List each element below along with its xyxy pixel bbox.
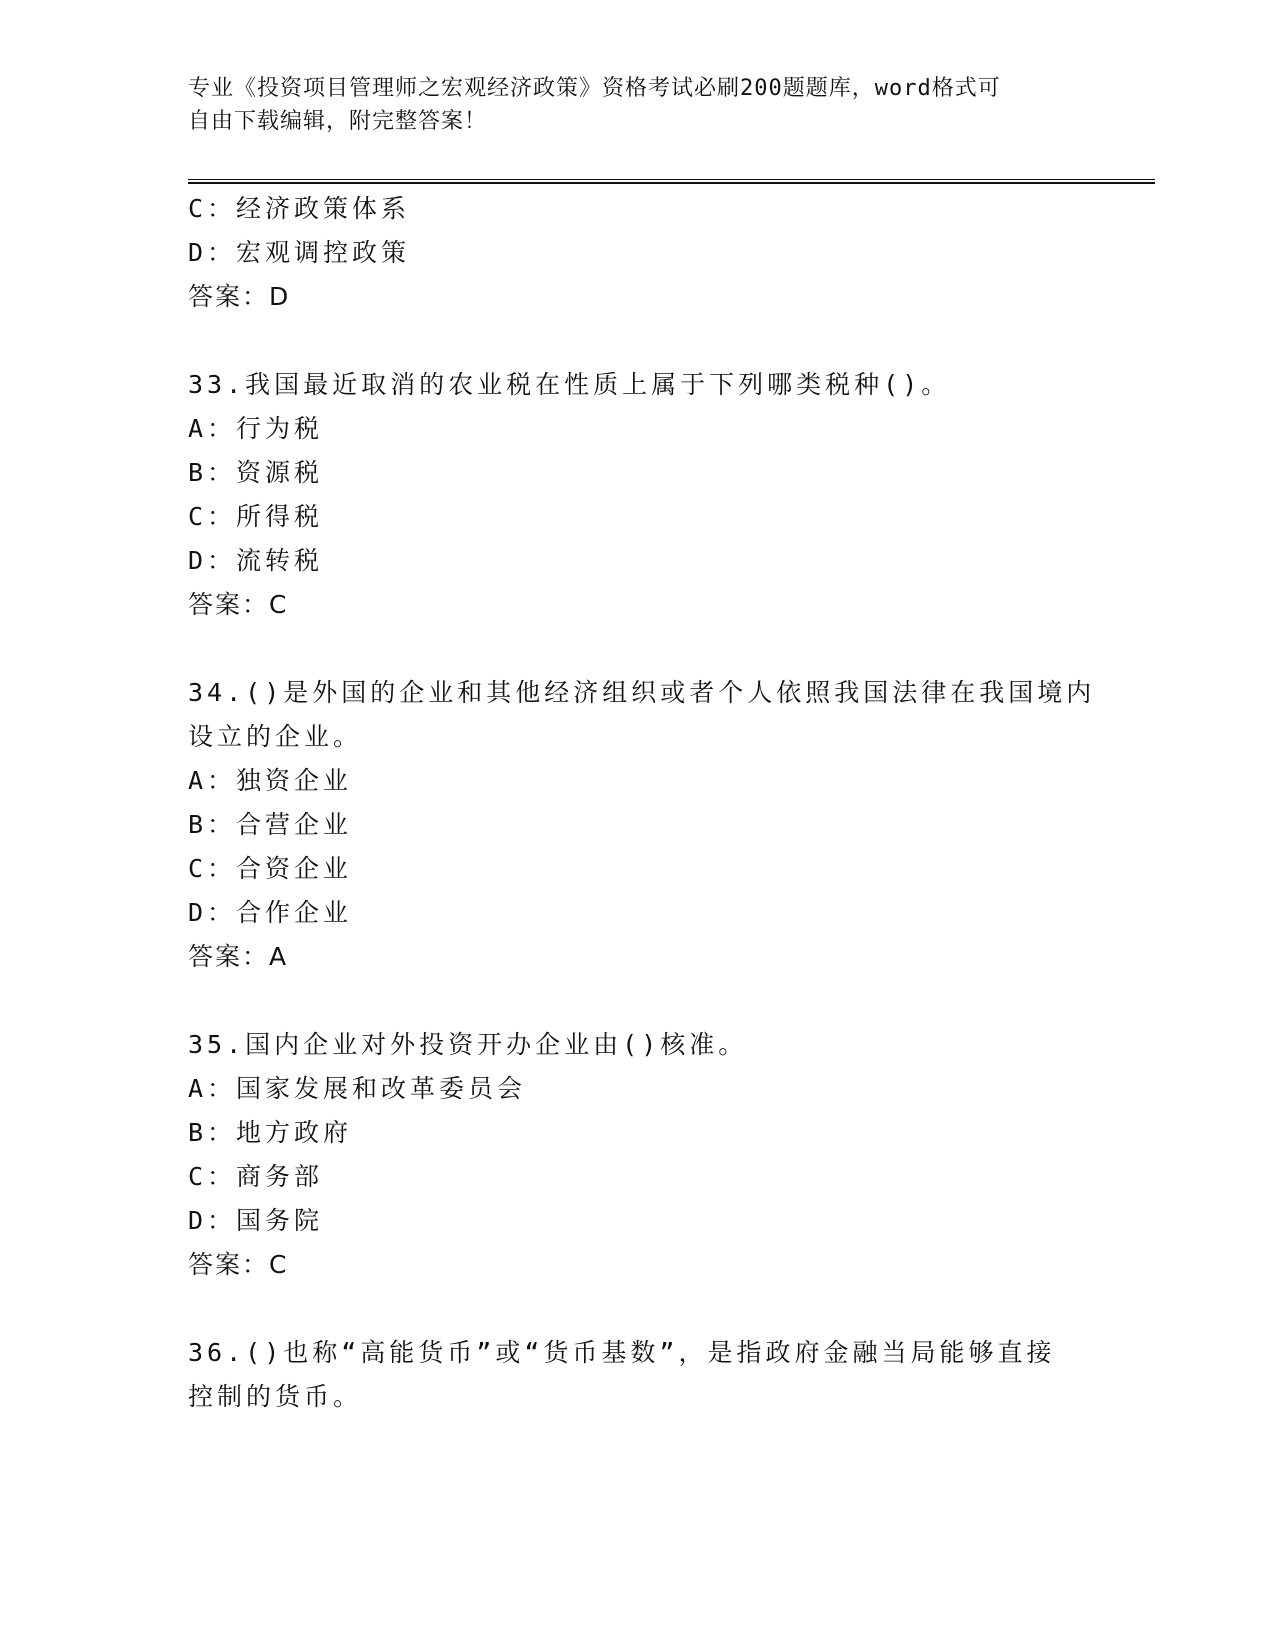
q33-option-a: A：行为税 <box>188 414 324 443</box>
q33-question: 33.我国最近取消的农业税在性质上属于下列哪类税种()。 <box>188 370 951 399</box>
document-header <box>188 72 1068 138</box>
q36-question-line-1: 36.()也称“高能货币”或“货币基数”，是指政府金融当局能够直接 <box>188 1338 1056 1367</box>
q34-option-b: B：合营企业 <box>188 810 353 839</box>
q35-question: 35.国内企业对外投资开办企业由()核准。 <box>188 1030 748 1059</box>
q33-answer: 答案：C <box>188 590 289 619</box>
q32-answer: 答案：D <box>188 282 291 311</box>
q34-option-c: C：合资企业 <box>188 854 353 883</box>
q35-option-a: A：国家发展和改革委员会 <box>188 1074 527 1103</box>
q34-option-a: A：独资企业 <box>188 766 353 795</box>
q32-option-d: D：宏观调控政策 <box>188 238 411 267</box>
header-divider-thin <box>188 179 1155 180</box>
q34-answer: 答案：A <box>188 942 289 971</box>
header-line-2: 自由下载编辑，附完整答案！ <box>188 109 488 134</box>
q36-question-line-2: 控制的货币。 <box>188 1382 363 1411</box>
q35-answer: 答案：C <box>188 1250 289 1279</box>
q34-question-line-2: 设立的企业。 <box>188 722 363 751</box>
q33-option-d: D：流转税 <box>188 546 324 575</box>
header-divider-thick <box>188 182 1155 184</box>
q35-option-c: C：商务部 <box>188 1162 324 1191</box>
q35-option-b: B：地方政府 <box>188 1118 353 1147</box>
q32-option-c: C：经济政策体系 <box>188 194 411 223</box>
q34-option-d: D：合作企业 <box>188 898 353 927</box>
q34-question-line-1: 34.()是外国的企业和其他经济组织或者个人依照我国法律在我国境内 <box>188 678 1096 707</box>
header-line-1: 专业《投资项目管理师之宏观经济政策》资格考试必刷200题题库，word格式可 <box>188 76 1001 101</box>
q33-option-b: B：资源税 <box>188 458 324 487</box>
q35-option-d: D：国务院 <box>188 1206 324 1235</box>
q33-option-c: C：所得税 <box>188 502 324 531</box>
